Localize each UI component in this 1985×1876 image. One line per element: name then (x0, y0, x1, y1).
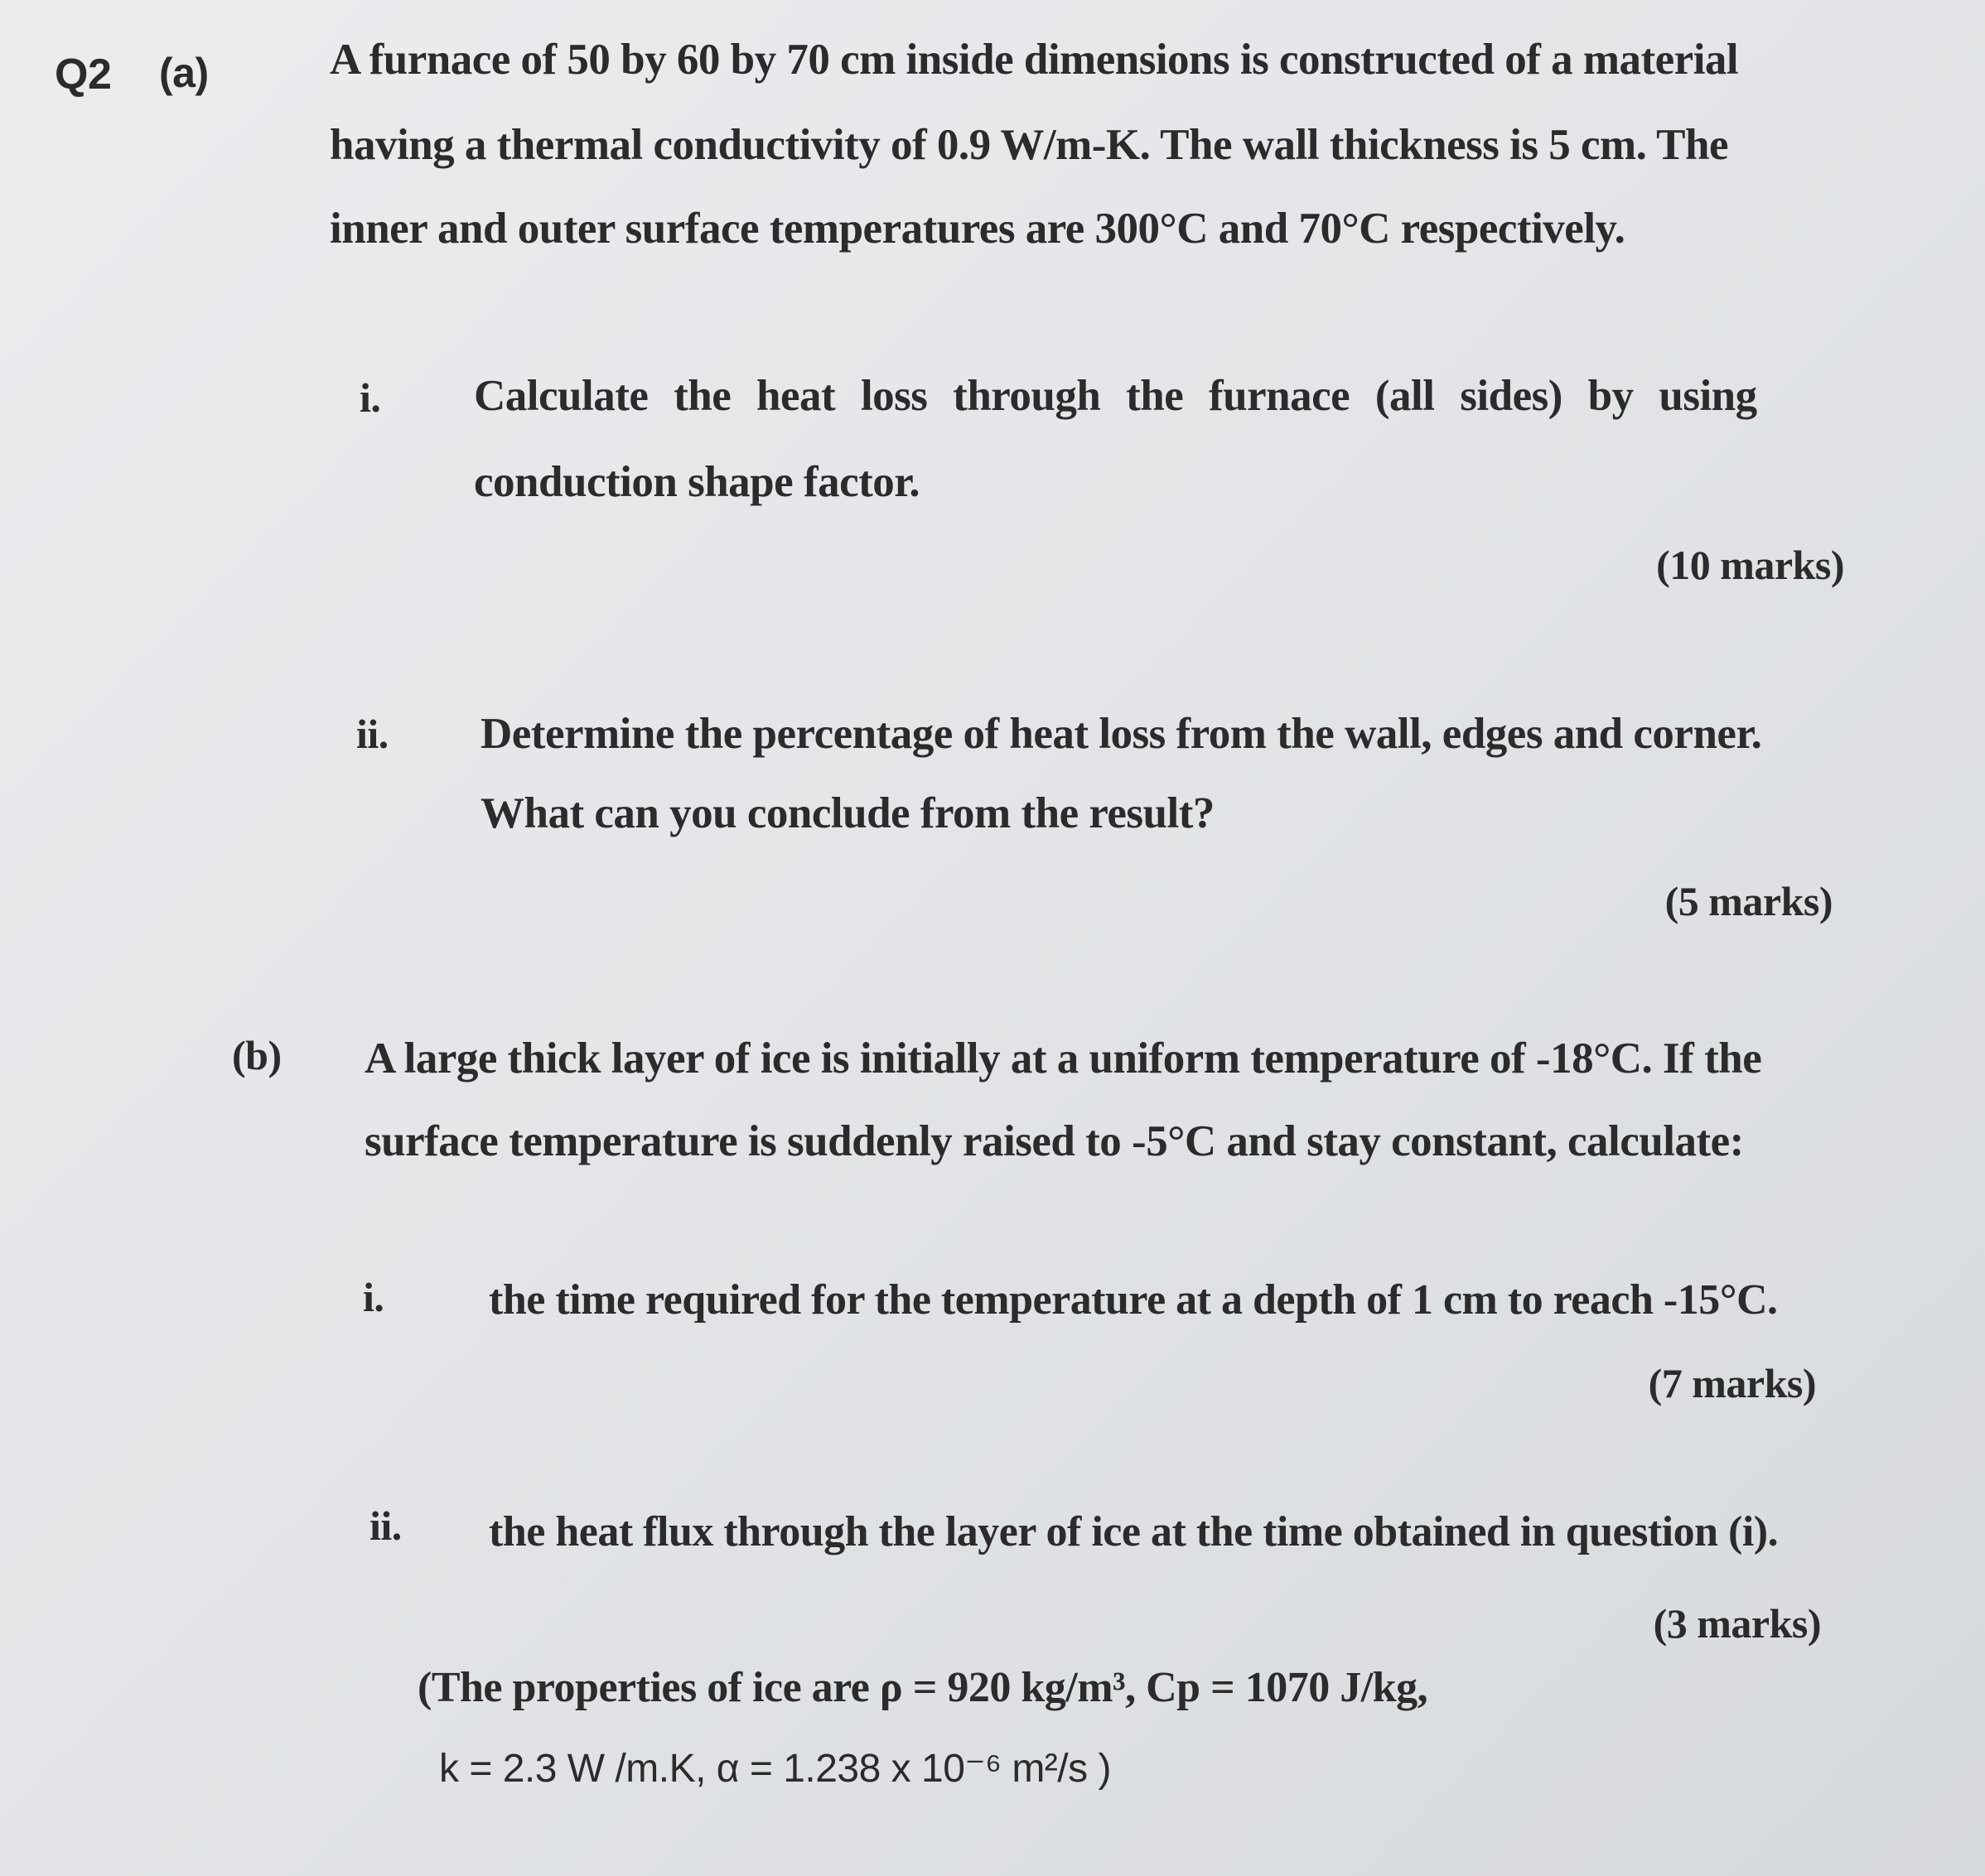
part-b-i-marks: (7 marks) (1648, 1360, 1816, 1406)
ice-properties-line-2: k = 2.3 W /m.K, α = 1.238 x 10⁻⁶ m²/s ) (439, 1747, 1111, 1791)
part-a-label: (a) (159, 50, 209, 96)
part-a-intro-line-3: inner and outer surface temperatures are 300°C and 70°C respectively. (330, 205, 1625, 253)
part-a-ii-line-2: What can you conclude from the result? (481, 789, 1215, 837)
part-a-i-line-1: Calculate the heat loss through the furnace (all sides) by using (474, 372, 1757, 420)
part-b-label: (b) (232, 1032, 282, 1078)
part-a-ii-label: ii. (356, 711, 389, 757)
part-b-ii-marks: (3 marks) (1653, 1600, 1821, 1647)
part-a-intro-line-1: A furnace of 50 by 60 by 70 cm inside dimensions is constructed of a material (330, 36, 1739, 84)
part-b-i-line: the time required for the temperature at a depth of 1 cm to reach -15°C. (489, 1276, 1778, 1324)
part-b-ii-label: ii. (369, 1502, 402, 1549)
part-a-intro-line-2: having a thermal conductivity of 0.9 W/m-K. The wall thickness is 5 cm. The (330, 121, 1729, 169)
part-a-i-label: i. (360, 374, 381, 421)
part-b-intro-line-2: surface temperature is suddenly raised to -5°C and stay constant, calculate: (365, 1117, 1744, 1165)
question-number: Q2 (55, 51, 112, 99)
part-a-i-marks: (10 marks) (1656, 542, 1844, 588)
part-a-i-line-2: conduction shape factor. (474, 458, 920, 506)
part-b-i-label: i. (363, 1274, 384, 1320)
ice-properties-line-1: (The properties of ice are ρ = 920 kg/m³, Cp = 1070 J/kg, (418, 1664, 1428, 1711)
part-a-ii-marks: (5 marks) (1664, 878, 1833, 924)
part-b-ii-line: the heat flux through the layer of ice at the time obtained in question (i). (489, 1508, 1779, 1555)
part-b-intro-line-1: A large thick layer of ice is initially at a uniform temperature of -18°C. If the (365, 1034, 1762, 1083)
part-a-ii-line-1: Determine the percentage of heat loss from the wall, edges and corner. (481, 710, 1762, 758)
